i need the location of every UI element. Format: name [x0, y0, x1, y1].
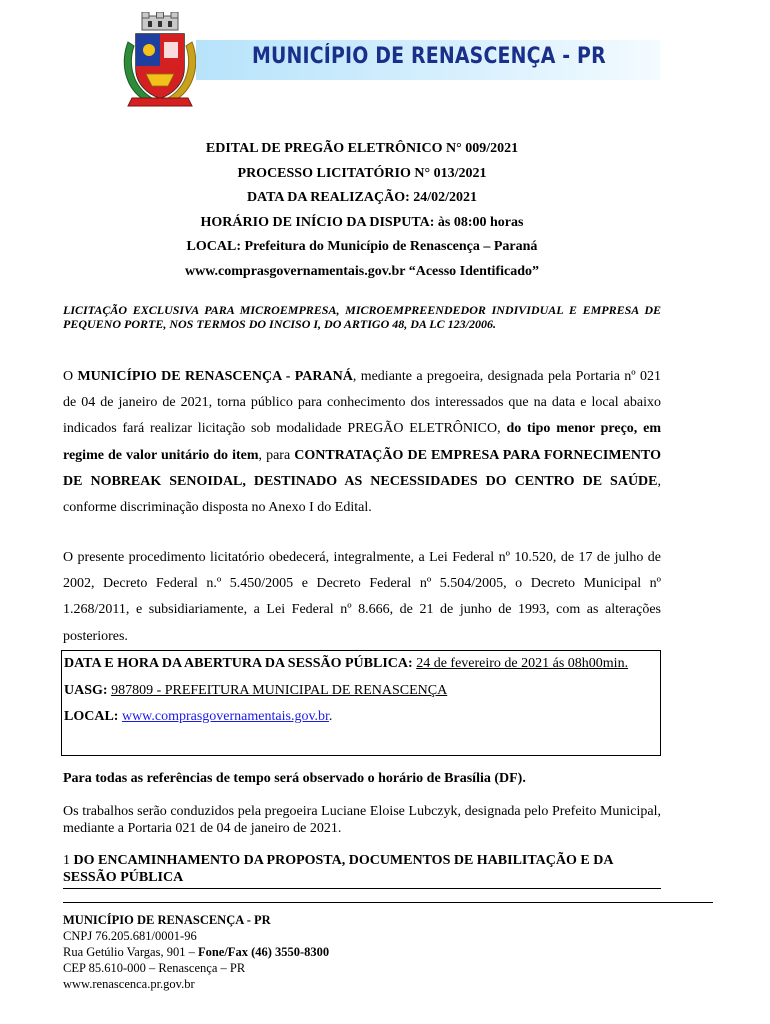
session-info-box — [61, 650, 661, 756]
abertura-value: 24 de fevereiro de 2021 ás 08h00min. — [416, 656, 629, 671]
uasg-row — [64, 678, 658, 705]
section-number: 1 — [63, 853, 70, 868]
abertura-row — [64, 651, 658, 678]
abertura-label: DATA E HORA DA ABERTURA DA SESSÃO PÚBLICA: — [64, 656, 413, 671]
footer-address: Rua Getúlio Vargas, 901 – — [63, 945, 198, 959]
intro-text-a: , mediante a pregoeira, designada pela Portaria nº 021 de 04 de janeiro de 2021, torna público para conhecimento dos interessados que na data e local abaixo indicados fará realizar licitação sob modalidade PREGÃO ELETRÔNICO, — [63, 369, 661, 437]
municipality-banner-title: MUNICÍPIO DE RENASCENÇA - PR — [252, 44, 606, 69]
exclusive-notice: LICITAÇÃO EXCLUSIVA PARA MICROEMPRESA, MICROEMPREENDEDOR INDIVIDUAL E EMPRESA DE PEQUENO PORTE, NOS TERMOS DO INCISO I, DO ARTIGO 48, DA LC 123/2006. — [63, 303, 661, 331]
dispute-start-time: HORÁRIO DE INÍCIO DA DISPUTA: às 08:00 horas — [200, 214, 524, 230]
local-end: . — [328, 709, 333, 724]
municipio-name: MUNICÍPIO DE RENASCENÇA - PARANÁ — [77, 369, 353, 384]
local-label: LOCAL: — [64, 709, 119, 724]
footer — [63, 912, 329, 992]
edital-title-block — [63, 137, 661, 284]
objeto-text: CONTRATAÇÃO DE EMPRESA PARA FORNECIMENTO DE NOBREAK SENOIDAL, DESTINADO AS NECESSIDADES DO CENTRO DE SAÚDE — [63, 447, 662, 489]
pregoeira-paragraph: Os trabalhos serão conduzidos pela pregoeira Luciane Eloise Lubczyk, designada pelo Prefeito Municipal, mediante a Portaria 021 de 04 de janeiro de 2021. — [63, 804, 661, 836]
footer-address-row — [63, 944, 329, 960]
intro-text-b: , para — [258, 447, 295, 463]
intro-paragraph — [63, 364, 661, 521]
local-row — [64, 704, 658, 731]
municipal-coat-of-arms-icon — [118, 12, 202, 110]
footer-name: MUNICÍPIO DE RENASCENÇA - PR — [63, 913, 271, 927]
section-1-heading — [63, 853, 661, 889]
realizacao-date: DATA DA REALIZAÇÃO: 24/02/2021 — [246, 190, 478, 205]
intro-text-c: , conforme discriminação disposta no Anexo I do Edital. — [63, 473, 661, 516]
local-link[interactable]: www.comprasgovernamentais.gov.br — [121, 709, 329, 724]
section-title: DO ENCAMINHAMENTO DA PROPOSTA, DOCUMENTOS DE HABILITAÇÃO E DA SESSÃO PÚBLICA — [63, 853, 613, 885]
uasg-value: 987809 - PREFEITURA MUNICIPAL DE RENASCENÇA — [111, 682, 448, 698]
edital-number: EDITAL DE PREGÃO ELETRÔNICO N° 009/2021 — [205, 141, 519, 156]
uasg-label: UASG: — [64, 682, 108, 698]
footer-phone: Fone/Fax (46) 3550-8300 — [197, 945, 330, 959]
processo-number: PROCESSO LICITATÓRIO N° 013/2021 — [237, 165, 487, 181]
time-reference: Para todas as referências de tempo será observado o horário de Brasília (DF). — [63, 771, 526, 786]
website-access: www.comprasgovernamentais.gov.br “Acesso Identificado” — [184, 263, 539, 279]
tipo-text: do tipo menor preço, em regime de valor unitário do item — [63, 421, 661, 463]
footer-cnpj: CNPJ 76.205.681/0001-96 — [63, 929, 197, 943]
legal-basis-paragraph: O presente procedimento licitatório obedecerá, integralmente, a Lei Federal nº 10.520, de 17 de julho de 2002, Decreto Federal n.º 5.450/2005 e Decreto Federal nº 5.504/2005, o Decreto Municipal nº 1.268/2011, e subsidiariamente, a Lei Federal nº 8.666, de 21 de junho de 1993, com as alterações posteriores. — [63, 550, 661, 644]
footer-divider — [63, 902, 713, 903]
footer-cep: CEP 85.610-000 – Renascença – PR — [63, 961, 246, 975]
text-o: O — [63, 369, 78, 384]
location: LOCAL: Prefeitura do Município de Renascença – Paraná — [186, 239, 538, 254]
footer-website[interactable]: www.renascenca.pr.gov.br — [63, 977, 195, 991]
